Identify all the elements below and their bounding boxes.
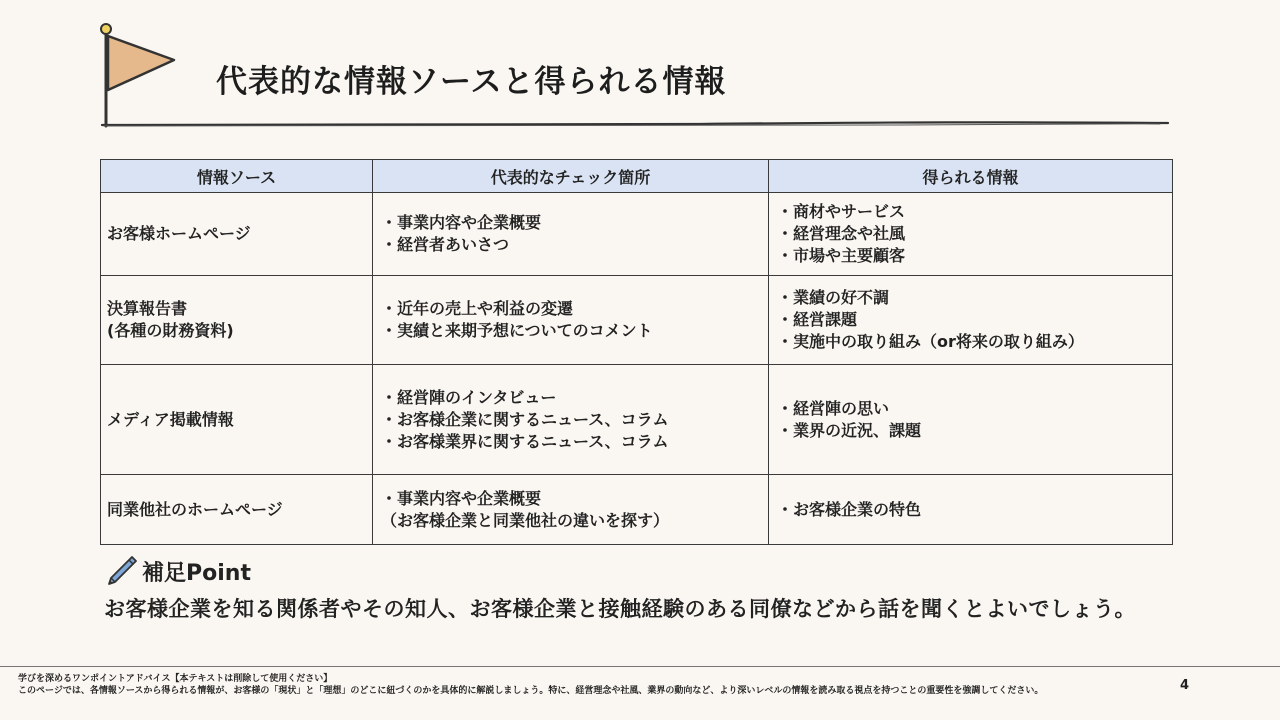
source-text: メディア掲載情報: [107, 409, 234, 429]
title-underline: [100, 116, 1170, 130]
info-cell: [769, 365, 1173, 475]
source-cell: [101, 475, 373, 545]
source-text: 同業他社のホームページ: [107, 499, 283, 519]
source-text: お客様ホームページ: [107, 224, 251, 243]
point-heading: [104, 554, 251, 588]
source-text: (各種の財務資料): [107, 321, 234, 340]
check-item: ・経営者あいさつ: [381, 235, 510, 254]
table-row: [101, 365, 1173, 475]
table-row: [101, 276, 1173, 365]
table-header-row: [101, 160, 1173, 193]
table-row: [101, 475, 1173, 545]
pencil-icon: [104, 554, 138, 588]
source-text: 決算報告書: [107, 299, 188, 318]
check-item: （お客様企業と同業他社の違いを探す）: [381, 510, 670, 530]
info-item: ・お客様企業の特色: [777, 499, 922, 519]
point-body: お客様企業を知る関係者やその知人、お客様企業と接触経験のある同僚などから話を聞くとよいでしょう。: [104, 597, 1136, 621]
check-item: ・経営陣のインタビュー: [381, 387, 557, 407]
source-cell: [101, 365, 373, 475]
table-row: [101, 193, 1173, 276]
check-item: ・お客様業界に関するニュース、コラム: [381, 431, 669, 451]
source-cell: [101, 193, 373, 276]
source-cell: [101, 276, 373, 365]
info-cell: [769, 276, 1173, 365]
footer-line-1: 学びを深めるワンポイントアドバイス【本テキストは削除して使用ください】: [18, 674, 333, 684]
check-item: ・お客様企業に関するニュース、コラム: [381, 409, 669, 429]
info-table: [100, 159, 1173, 545]
info-cell: [769, 193, 1173, 276]
info-item: ・市場や主要顧客: [777, 246, 906, 265]
checks-cell: [373, 276, 769, 365]
checks-cell: [373, 475, 769, 545]
info-item: ・実施中の取り組み（or将来の取り組み）: [777, 332, 1084, 351]
point-title: 補足Point: [142, 560, 251, 586]
page-number: 4: [1180, 678, 1190, 693]
info-item: ・業界の近況、課題: [777, 420, 922, 440]
info-item: ・経営理念や社風: [777, 224, 906, 243]
header-source: 情報ソース: [101, 160, 373, 193]
check-item: ・事業内容や企業概要: [381, 213, 542, 232]
info-item: ・経営課題: [777, 310, 858, 329]
checks-cell: [373, 365, 769, 475]
header-info: 得られる情報: [769, 160, 1173, 193]
footer-divider: [0, 666, 1280, 667]
flag-icon: [96, 20, 186, 130]
footer-line-2: このページでは、各情報ソースから得られる情報が、お客様の「現状」と「理想」のどこに紐づくのかを具体的に解説しましょう。特に、経営理念や社風、業界の動向など、より深いレベルの情報を読み取る視点を持つことの重要性を強調してください。: [18, 686, 1044, 696]
header-checks: 代表的なチェック箇所: [373, 160, 769, 193]
checks-cell: [373, 193, 769, 276]
info-cell: [769, 475, 1173, 545]
page-title: 代表的な情報ソースと得られる情報: [216, 64, 727, 100]
footer-notes: [18, 673, 1168, 697]
info-item: ・経営陣の思い: [777, 398, 890, 418]
check-item: ・事業内容や企業概要: [381, 488, 542, 508]
info-item: ・業績の好不調: [777, 288, 890, 307]
check-item: ・近年の売上や利益の変遷: [381, 299, 574, 318]
check-item: ・実績と来期予想についてのコメント: [381, 321, 653, 340]
info-item: ・商材やサービス: [777, 202, 906, 221]
